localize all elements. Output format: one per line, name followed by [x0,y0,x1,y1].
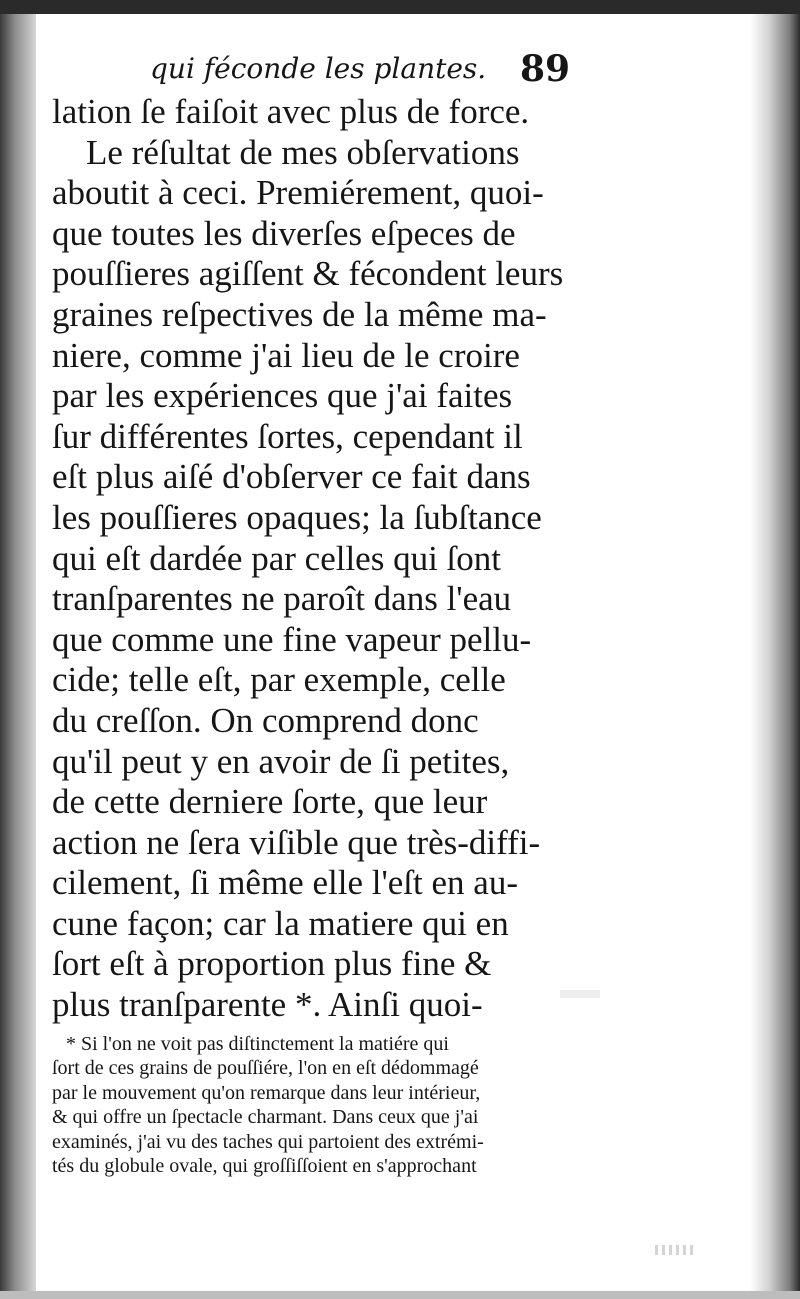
body-line: cune façon; car la matiere qui en [52,903,509,943]
footnote-line: * Si l'on ne voit pas diſtinctement la matiére qui [66,1033,449,1055]
footnote-line: par le mouvement qu'on remarque dans leur intérieur, [52,1081,481,1104]
page-number: 89 [520,48,571,90]
body-line: du creſſon. On comprend donc [52,700,479,740]
body-line: cide; telle eſt, par exemple, celle [52,660,506,700]
body-line: Le réſultat de mes obſervations [86,132,520,172]
body-line: ſort eſt à proportion plus fine & [52,944,492,984]
footnote-line: examinés, j'ai vu des taches qui partoient des extrémi- [52,1130,484,1153]
body-line: que toutes les diverſes eſpeces de [52,213,516,253]
body-line: pouſſieres agiſſent & fécondent leurs [52,254,564,294]
bleed-through-mark [560,990,600,998]
footnote-line: & qui offre un ſpectacle charmant. Dans ceux que j'ai [52,1106,479,1129]
body-line: aboutit à ceci. Premiérement, quoi- [52,173,544,213]
scan-bottom-edge [0,1291,800,1299]
body-line: action ne ſera viſible que très-diffi- [52,822,541,862]
running-title: qui féconde les plantes. [150,52,487,85]
body-line: de cette derniere ſorte, que leur [52,782,488,822]
body-line: cilement, ſi même elle l'eſt en au- [52,863,518,903]
body-line: qui eſt dardée par celles qui ſont [52,538,502,578]
body-line: les pouſſieres opaques; la ſubſtance [52,497,542,537]
body-line: ſur différentes ſortes, cependant il [52,416,523,456]
body-line: plus tranſparente *. Ainſi quoi- [52,985,483,1025]
body-line: lation ſe faiſoit avec plus de force. [52,92,530,131]
scan-speckle [655,1245,695,1255]
footnote-line: tés du globule ovale, qui groſſiſſoient en s'approchant [52,1154,477,1177]
body-line: par les expériences que j'ai faites [52,376,513,416]
body-line: niere, comme j'ai lieu de le croire [52,335,520,375]
footnote-line: ſort de ces grains de pouſſiére, l'on en eſt dédommagé [52,1057,479,1080]
body-line: qu'il peut y en avoir de ſi petites, [52,741,510,781]
body-line: tranſparentes ne paroît dans l'eau [52,579,512,619]
footnote [52,1032,612,1178]
scan-right-edge [750,14,800,1299]
body-text [52,92,612,1026]
scan-top-edge [0,0,800,14]
body-line: graines reſpectives de la même ma- [52,294,547,334]
scan-gutter-shadow [0,14,36,1299]
body-line: eſt plus aiſé d'obſerver ce fait dans [52,457,531,497]
body-line: que comme une fine vapeur pellu- [52,619,532,659]
